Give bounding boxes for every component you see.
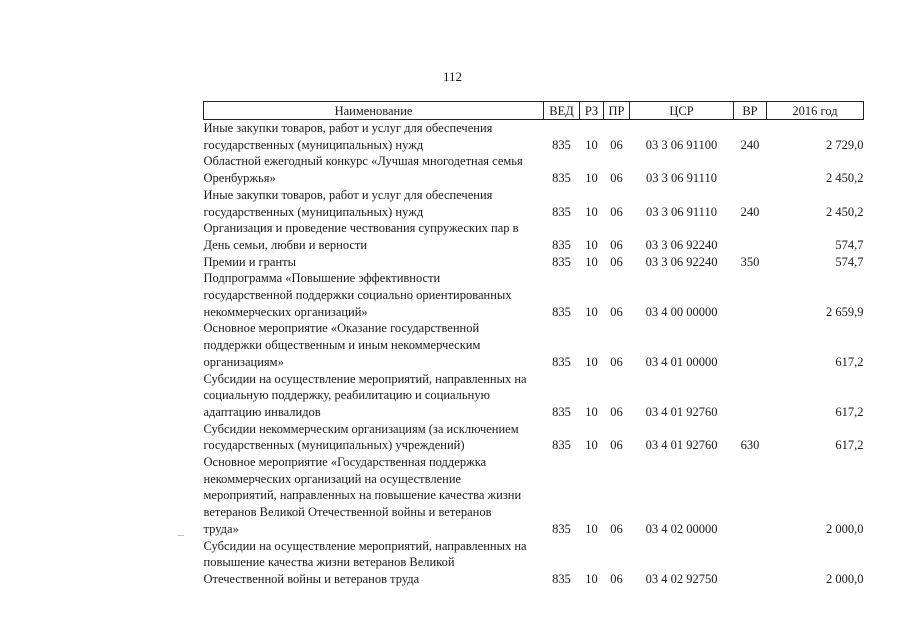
row-vr: 240 [740, 137, 760, 152]
row-csr: 03 4 00 00000 [645, 304, 718, 319]
row-amount: 617,2 [835, 438, 864, 453]
page-number: 112 [442, 69, 463, 84]
row-name [204, 254, 544, 271]
row-ved: 835 [552, 137, 571, 152]
row-name [204, 454, 544, 538]
table-row [204, 153, 864, 186]
row-name [204, 538, 544, 588]
row-name-line: Иные закупки товаров, работ и услуг для обеспечения [203, 121, 493, 135]
row-csr: 03 3 06 92240 [645, 237, 718, 252]
header-ved: ВЕД [544, 102, 580, 120]
row-name-line: адаптацию инвалидов [203, 404, 321, 419]
table-row [204, 421, 864, 454]
row-vr: 630 [740, 438, 760, 453]
row-name-line: Субсидии некоммерческим организациям (за исключением [203, 421, 519, 436]
row-name-line: Основное мероприятие «Государственная поддержка [203, 455, 487, 470]
row-name-line: социальную поддержку, реабилитацию и социальную [203, 388, 490, 403]
row-vr [734, 153, 767, 186]
row-vr [734, 220, 767, 253]
row-name [204, 320, 544, 370]
row-csr: 03 4 01 92760 [645, 404, 718, 419]
row-pr: 06 [610, 237, 623, 252]
row-name-line: Иные закупки товаров, работ и услуг для обеспечения [203, 187, 493, 202]
row-ved: 835 [552, 204, 571, 219]
row-ved: 835 [552, 237, 571, 252]
row-name-line: поддержки общественным и иным некоммерческим [203, 338, 481, 353]
row-ved: 835 [552, 254, 571, 269]
row-amount: 2 000,0 [826, 571, 864, 586]
row-csr: 03 3 06 92240 [645, 254, 718, 269]
row-name-line: Основное мероприятие «Оказание государственной [203, 321, 480, 336]
row-vr [734, 454, 767, 538]
row-csr: 03 4 01 00000 [645, 354, 718, 369]
row-rz: 10 [585, 304, 598, 319]
table-row [204, 254, 864, 271]
row-rz: 10 [585, 438, 598, 453]
row-rz: 10 [585, 137, 598, 152]
row-rz: 10 [585, 521, 598, 536]
row-name [204, 120, 544, 154]
table-row [204, 320, 864, 370]
row-csr: 03 4 02 92750 [645, 571, 718, 586]
row-ved: 835 [552, 171, 571, 186]
row-amount: 617,2 [835, 404, 864, 419]
row-amount: 2 450,2 [826, 204, 864, 219]
table-row [204, 371, 864, 421]
row-name-line: государственных (муниципальных) учреждений) [203, 438, 465, 453]
row-pr: 06 [610, 354, 623, 369]
row-name [204, 220, 544, 253]
row-name [204, 371, 544, 421]
row-csr: 03 4 01 92760 [645, 438, 718, 453]
header-pr: ПР [604, 102, 630, 120]
row-name-line: организациям» [203, 354, 284, 369]
header-name: Наименование [204, 102, 544, 120]
table-row [204, 270, 864, 320]
row-name-line: мероприятий, направленных на повышение качества жизни [203, 488, 522, 503]
row-ved: 835 [552, 571, 571, 586]
table-row [204, 220, 864, 253]
row-pr: 06 [610, 137, 623, 152]
row-pr: 06 [610, 521, 623, 536]
row-pr: 06 [610, 438, 623, 453]
row-vr: 240 [740, 204, 760, 219]
row-amount: 2 659,9 [826, 304, 864, 319]
row-rz: 10 [585, 171, 598, 186]
row-amount: 617,2 [835, 354, 864, 369]
row-name-line: Подпрограмма «Повышение эффективности [203, 271, 441, 286]
row-name-line: Оренбуржья» [203, 171, 276, 186]
row-ved: 835 [552, 304, 571, 319]
row-vr [734, 270, 767, 320]
row-name-line: Субсидии на осуществление мероприятий, направленных на [203, 371, 527, 386]
row-amount: 574,7 [835, 237, 864, 252]
row-vr: 350 [740, 254, 760, 269]
row-pr: 06 [610, 204, 623, 219]
row-ved: 835 [552, 521, 571, 536]
row-name [204, 421, 544, 454]
row-name-line: государственных (муниципальных) нужд [203, 137, 424, 152]
scan-edge-mark [178, 535, 184, 536]
table-body [204, 120, 864, 588]
row-amount: 2 000,0 [826, 521, 864, 536]
row-name-line: ветеранов Великой Отечественной войны и ветеранов [203, 505, 492, 520]
row-name [204, 187, 544, 220]
header-vr: ВР [734, 102, 767, 120]
row-pr: 06 [610, 254, 623, 269]
row-csr: 03 3 06 91110 [646, 204, 717, 219]
row-rz: 10 [585, 354, 598, 369]
header-amount: 2016 год [767, 102, 864, 120]
row-rz: 10 [585, 571, 598, 586]
row-name [204, 270, 544, 320]
row-name-line: государственных (муниципальных) нужд [203, 204, 424, 219]
table-row [204, 120, 864, 154]
row-pr: 06 [610, 171, 623, 186]
row-csr: 03 3 06 91110 [646, 171, 717, 186]
row-name-line: некоммерческих организаций на осуществление [203, 471, 462, 486]
row-name-line: труда» [203, 521, 239, 536]
row-ved: 835 [552, 354, 571, 369]
table-header [204, 102, 864, 120]
row-csr: 03 4 02 00000 [645, 521, 718, 536]
row-pr: 06 [610, 404, 623, 419]
row-amount: 2 729,0 [826, 137, 864, 152]
budget-sheet [203, 101, 863, 588]
row-vr [734, 538, 767, 588]
row-ved: 835 [552, 404, 571, 419]
header-csr: ЦСР [630, 102, 734, 120]
header-rz: РЗ [580, 102, 604, 120]
row-rz: 10 [585, 404, 598, 419]
row-ved: 835 [552, 438, 571, 453]
row-rz: 10 [585, 254, 598, 269]
row-name-line: некоммерческих организаций» [203, 304, 368, 319]
row-amount: 2 450,2 [826, 171, 864, 186]
row-amount: 574,7 [835, 254, 864, 269]
row-vr [734, 371, 767, 421]
row-name-line: Областной ежегодный конкурс «Лучшая многодетная семья [203, 154, 523, 169]
budget-table [203, 101, 864, 588]
row-rz: 10 [585, 204, 598, 219]
header-row [204, 102, 864, 120]
row-name-line: День семьи, любви и верности [203, 237, 368, 252]
table-row [204, 454, 864, 538]
row-pr: 06 [610, 571, 623, 586]
row-name-line: Отечественной войны и ветеранов труда [203, 571, 420, 586]
row-name-line: Организация и проведение чествования супружеских пар в [203, 221, 519, 236]
table-row [204, 538, 864, 588]
row-name-line: Субсидии на осуществление мероприятий, направленных на [203, 538, 527, 553]
table-row [204, 187, 864, 220]
row-name-line: Премии и гранты [203, 254, 297, 269]
row-name-line: государственной поддержки социально ориентированных [203, 288, 512, 303]
row-rz: 10 [585, 237, 598, 252]
row-name-line: повышение качества жизни ветеранов Великой [203, 555, 455, 570]
row-name [204, 153, 544, 186]
row-csr: 03 3 06 91100 [645, 137, 718, 152]
row-pr: 06 [610, 304, 623, 319]
row-vr [734, 320, 767, 370]
